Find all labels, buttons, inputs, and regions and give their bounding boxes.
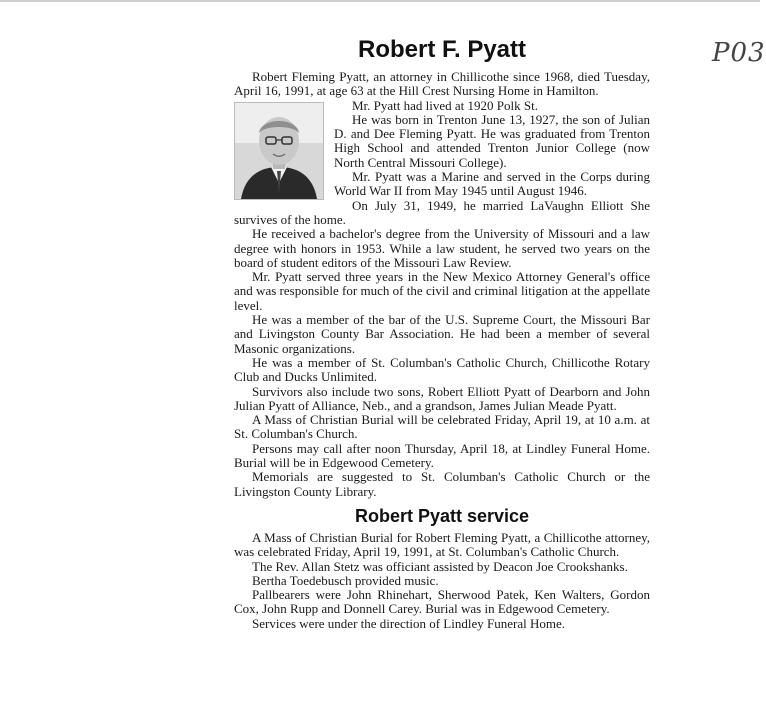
obituary-paragraph: He was a member of the bar of the U.S. Supreme Court, the Missouri Bar and Livingston County Bar Association. He had been a member of several Masonic organizations. [234, 312, 650, 356]
service-paragraph: Pallbearers were John Rhinehart, Sherwood Patek, Ken Walters, Gordon Cox, John Rupp and Donnell Carey. Burial was in Edgewood Cemetery. [234, 587, 650, 617]
obituary-paragraph: Memorials are suggested to St. Columban's Catholic Church or the Livingston County Library. [234, 469, 650, 499]
obituary-paragraph: Survivors also include two sons, Robert Elliott Pyatt of Dearborn and John Julian Pyatt of Alliance, Neb., and a grandson, James Julian Meade Pyatt. [234, 383, 650, 413]
portrait-photo-icon [235, 103, 323, 199]
service-paragraph: A Mass of Christian Burial for Robert Fleming Pyatt, a Chillicothe attorney, was celebrated Friday, April 19, 1991, at St. Columban's Catholic Church. [234, 529, 650, 560]
obituary-paragraph: A Mass of Christian Burial will be celebrated Friday, April 19, at 10 a.m. at St. Columban's Church. [234, 412, 650, 442]
service-paragraph: The Rev. Allan Stetz was officiant assisted by Deacon Joe Crookshanks. [252, 558, 628, 574]
obituary-paragraph: Mr. Pyatt had lived at 1920 Polk St. [352, 97, 538, 113]
obituary-paragraph: He received a bachelor's degree from the University of Missouri and a law degree with honors in 1953. While a law student, he served two years on the board of student editors of the Missouri Law Review. [234, 226, 650, 270]
photo-block [234, 99, 650, 199]
obituary-title: Robert F. Pyatt [357, 36, 527, 63]
service-paragraph: Bertha Toedebusch provided music. [252, 572, 439, 588]
obituary-paragraph: He was born in Trenton June 13, 1927, the son of Julian D. and Dee Fleming Pyatt. He was graduated from Trenton High School and attended Trenton Junior College (now North Central Missouri College). [334, 111, 650, 170]
obituary-paragraph: Mr. Pyatt was a Marine and served in the Corps during World War II from May 1945 until August 1946. [334, 169, 650, 199]
handwritten-annotation: P03 [712, 38, 766, 68]
top-border-line [0, 0, 760, 2]
obituary-paragraph: On July 31, 1949, he married LaVaughn Elliott She survives of the home. [234, 197, 650, 227]
obituary-paragraph: He was a member of St. Columban's Catholic Church, Chillicothe Rotary Club and Ducks Unlimited. [234, 354, 650, 385]
newspaper-clipping [234, 36, 650, 631]
obituary-paragraph: Persons may call after noon Thursday, April 18, at Lindley Funeral Home. Burial will be in Edgewood Cemetery. [234, 440, 650, 471]
portrait-photo [234, 102, 324, 200]
service-paragraph: Services were under the direction of Lindley Funeral Home. [252, 615, 565, 631]
obituary-paragraph: Mr. Pyatt served three years in the New Mexico Attorney General's office and was responsible for much of the civil and criminal litigation at the appellate level. [234, 269, 650, 313]
service-title: Robert Pyatt service [354, 505, 530, 526]
obituary-lead-paragraph: Robert Fleming Pyatt, an attorney in Chillicothe since 1968, died Tuesday, April 16, 1991, at age 63 at the Hill Crest Nursing Home in Hamilton. [234, 69, 650, 99]
